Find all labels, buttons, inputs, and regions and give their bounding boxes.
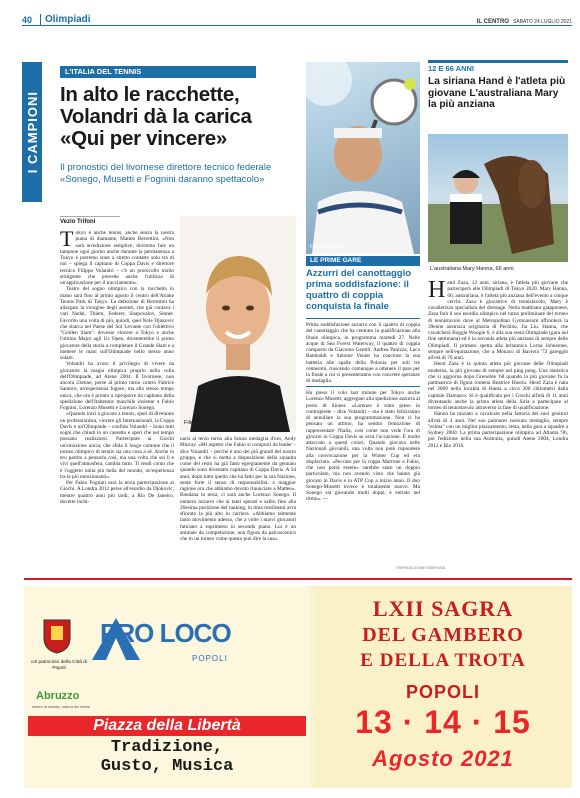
page-header — [22, 12, 572, 26]
mary-hanna-photo — [428, 134, 568, 262]
paragraph: Volandri ha avuto il privilegio di vivere da giocatore la magia olimpica proprio nella culla dell'Olimpiade, ad Atene 2004. Il livornese, non ancora 23enne, perse al primo turno contro Fabrice Santoro, un'esperienza fugace, ma allo stesso tempo unica, che ora è pronto a riproporre da capitano della spedizione dell'Italtennis maschile insieme a Fabio Fognini, Lorenzo Musetti e Lorenzo Sonego. — [60, 361, 174, 411]
article-column-2 — [180, 436, 296, 576]
sagra-title-1: LXII SAGRA — [372, 596, 514, 621]
paragraph: Prima soddisfazione azzurra con il quattro di coppia del canottaggio che ha centrato la qualificazione alla finale olimpica, in programma martedì 27. Nelle acque di Sea Forest Waterway, il quattro di coppia composto da Giacomo Gentili, Andrea Panizza, Luca Rambaldi e Simone Venier ha concluso la sua batteria alle spalle della Polonia per soli tre centesimi, riuscendo comunque a ottenere il pass per la finale a cui si presenteranno con concrete speranze di medaglia. — [306, 322, 420, 384]
right-title: La siriana Hand è l'atleta più giovane L'australiana Mary la più anziana — [428, 76, 566, 110]
paragraph: okyo è anche tennis, anche senza la nostra punta di diamante, Matteo Berrettini. «Non sarà un'edizione semplice, dovremo fare un tampone ogni giorno anche durante la permanenza a Tokyo e potremo stare a stretto contatto solo tra di noi – spiega il capitano di Coppa Davis e direttore tecnico Filippo Volandri – c'è un protocollo molto stringente che prevede anche l'utilizzo di un'applicazione per il tracciamento». — [60, 230, 174, 286]
sagra-days: 13 · 14 · 15 — [355, 704, 531, 740]
sagra-month: Agosto 2021 — [372, 746, 514, 771]
abruzzo-tagline: vivere la natura, natura da vivere — [32, 704, 91, 709]
paragraph: Teatro del sogno olimpico con la racchetta in mano sarà fino al primo agosto il centro dell'Ariake Tennis Park di Tokyo. La defezione di Berrettini ha allargato la voragine degli assenti, che già contava i vari Nadal, Thiem, Federer, Shapovalov, Sinner. Favorito una volta di più, quindi, quel Nole Djokovic che sbarca nel Paese del Sol Levante con l'obiettivo "Golden Slam": dovesse vincere a Tokyo e anche l'ultimo Major agli Us Open, diventerebbe il primo giocatore della storia a completare il Grande Slam e a mettere le mani sull'Olimpiade nello stesso anno solare. — [60, 286, 174, 361]
ad-right-panel — [314, 586, 572, 788]
advertisement-sagra[interactable] — [24, 586, 572, 788]
page-number: 40 — [22, 15, 33, 25]
article-kicker: L'ITALIA DEL TENNIS — [60, 66, 256, 78]
sagra-title-3: E DELLA TROTA — [360, 650, 526, 671]
dropcap: T — [60, 230, 74, 251]
rowing-kicker: LE PRIME GARE — [306, 256, 420, 266]
copyright-note: ©RIPRODUZIONE RISERVATA — [396, 566, 446, 570]
section-name: Olimpiadi — [40, 14, 477, 25]
article-column-3 — [306, 390, 420, 562]
rowing-body — [306, 322, 420, 384]
article-byline: Vezio Trifoni — [60, 216, 120, 225]
issue-date: SABATO 24 LUGLIO 2021 — [512, 19, 572, 25]
photo-volandri — [180, 216, 296, 432]
ad-top-rule — [24, 578, 572, 580]
paragraph: narsi al terzo turno alla futura medaglia d'oro, Andy Murray. «Mi aspetto che Fabio si comporti da leader – dice Volandri – perché è uno dei più grandi del nostro gruppo, e che si metta a disposizione della squadra come del resto ha già fatto egregiamente da gennaio quando sono diventato capitano di Coppa Davis. A 34 anni, dopo tutto quello che ha fatto per la sua Nazione, sente forte il senso di responsabilità, a maggior ragione ora che abbiamo dovuto rinunciare a Matteo». Bandana in testa, ci sarà anche Lorenzo Sonego. Il numero azzurro che ai tanti sperati e salito fino alla 26esima posizione del ranking, in tima restiluenti avrà sfiorato la più alto in carriera. «Abbiamo talmente tanto movimento adesso, che a volte i nuovi giocatori faticano a esprimersi in secondo piano. Lui è un animale da competizione, una figura da palcoscenico che in un torneo come questo può dire la sua». — [180, 436, 296, 542]
photo-fognini — [306, 62, 420, 254]
paragraph: end Zaza, 12 anni, siriana, è l'atleta più giovane che parteciperà alle Olimpiadi di Tokyo 2020. Mary Hanna, 66, australiana, è l'atleta più anziana dell'evento a cinque cerchi. Zaza è giocatrice di tennistavolo, Mary è cavallerizza specialista del dressage. Nella mattinata giapponese, Zaza farà il suo esordio olimpico nel turno preliminare del torneo di tennistavolo dove al Metropolitan Gymnasium affronterà la 39enne austriaca originaria di Pechino, Jia Liu. Hanna, che cavalcherà Boggie Woogie 6, è alla sua sesta Olimpiade (gara nel fine settimana) ed è la seconda atleta più anziana di sempre delle Olimpiadi. Il primato spetta alla britannica Lorna Johnstone, sempre nell'equitazione, che a Monaco di Baviera '72 gareggiò all'età di 70 anni. — [428, 280, 568, 361]
article-column-1 — [60, 230, 174, 576]
abruzzo-logo: Abruzzo — [36, 690, 80, 702]
right-kicker: 12 E 66 ANNI — [428, 64, 474, 73]
rowing-title: Azzurri del canottaggio prima soddisfazione: il quattro di coppia conquista la finale — [306, 268, 412, 312]
paragraph: Hanna ha iniziato a cavalcare nella fattoria dei suoi genitori all'età di 4 anni. Nel suo palmares nessuna medaglia, sempre "esima" con un miglior piazzamento, sesta, nella gara a squadre a Sydney 2000. La prima partecipazione olimpica ad Atlanta '96, poi l'edizione nella sua Australia, quindi Atene 2004, Londra 2012 e Rio 2016. — [428, 411, 568, 449]
photo-caption-volandri: Filippo Volandri — [184, 420, 222, 426]
divider — [306, 318, 420, 319]
article-title: In alto le racchette, Volandri dà la carica «Qui per vincere» — [60, 83, 252, 150]
article-deck: Il pronostici del livornese direttore tecnico federale «Sonego, Musetti e Fognini daranno spettacolo» — [60, 162, 272, 185]
ad-left-panel — [24, 586, 310, 788]
proloco-name: PRO LOCO — [100, 618, 231, 648]
paragraph: Hend Zaza è la quinta atleta più giovane delle Olimpiadi moderna, la più giovane di sempre nel ping pong. Una statistica che si aggiorna dopo Grenoble '68 quando la più giovane fu la pattinatrice di figura romena Beatrice Hustiu. Hend Zaza è nata nel 2009 nella località di Hama a circa 200 chilometri dalla capitale Damasco. Si è qualificata per i Giochi all'età di 11 anni diventando anche la prima atleta della Siria a partecipare al torneo di tennistavolo attraverso la fase di qualificazione. — [428, 361, 568, 411]
side-label-text: I CAMPIONI — [24, 90, 40, 174]
paper-name: IL CENTRO — [476, 19, 509, 25]
ad-venue: Piazza della Libertà — [28, 716, 306, 736]
sagra-title-2: DEL GAMBERO — [362, 624, 524, 646]
photo-caption-mary: L'australiana Mary Hanna, 66 anni — [430, 266, 514, 272]
proloco-town: POPOLI — [192, 654, 228, 663]
right-body — [428, 280, 568, 562]
paragraph: «Quando inizi a giocare a tennis, speri di diventare un professionista, vincere gli Internazionali, la Coppa Davis e un'Olimpiade – confida Volandri – Sono tutti sogni che chiudi in un cassetto e speri che nel tempo possano realizzarsi. Partecipare ai Giochi un'emozione unica, che sfida il luogo comune che il torneo olimpico di tennis sia una cosa a sé. Anche io ero partito a pensarla così, ma una volta che sei lì e vivi quell'atmosfera, cambia tutto. Ti rendi conto che è l'oggetto unità più bella del mondo, un'esperienza tra le più emozionanti». — [60, 411, 174, 480]
paragraph: Ha preso il volo last minute per Tokyo anche Lorenzo Musetti, aggregato alla spedizione azzurra al posto di Sinner. «Lorenzo è stato preso in contropiede – dice Volandri – ma è stato felicissimo di annullare la sua programmazione. Non ci ha pensato un attimo, ha sentito l'emozione di rappresentare l'Italia, così come non vede l'ora di giocare in Coppa Davis se avrà l'occasione. È molto attaccato a questi colori. Quando giocava nelle Nazionali giovanili, una volta non potè rispondere alla convocazione per la Winter Cup ed era dispiaciuto. «Peccato per la coppa Marrone e Fabio, che non potrà essere» sarebbe stato un doppio particolare, ma non avendo visto che hanno già giocato in Davis e in ATP Cup a inizio anno. Il duo Sonego-Musetti invece è totalmente nuovo. Ma Sonego sta giocando molti doppi, è entrato nel ritmo». --- — [306, 390, 420, 503]
paragraph: Per Fabio Fognini sarà la terza partecipazione ai Giochi. A Londra 2012 perse all'esordio da Djokovic, mentre quattro anni più tardi, a Rio De Janeiro, dovette inchi- — [60, 480, 174, 505]
sponsor-line: col patrocinio della Città di Popoli — [31, 660, 87, 671]
fognini-action — [306, 62, 420, 254]
city-crest-icon — [42, 616, 72, 654]
volandri-portrait — [180, 216, 296, 432]
ad-tagline-1: Tradizione, — [110, 738, 224, 757]
ad-tagline-2: Gusto, Musica — [100, 757, 234, 776]
photo-caption-fognini: Fabio Fognini — [310, 244, 344, 250]
side-label — [22, 62, 42, 202]
sagra-town: POPOLI — [405, 682, 480, 702]
masthead — [477, 19, 572, 25]
ad-tagline — [28, 738, 306, 776]
right-top-bar — [428, 60, 568, 63]
dropcap: H — [428, 280, 446, 303]
divider — [306, 386, 420, 387]
photo-mary-hanna — [428, 134, 568, 262]
